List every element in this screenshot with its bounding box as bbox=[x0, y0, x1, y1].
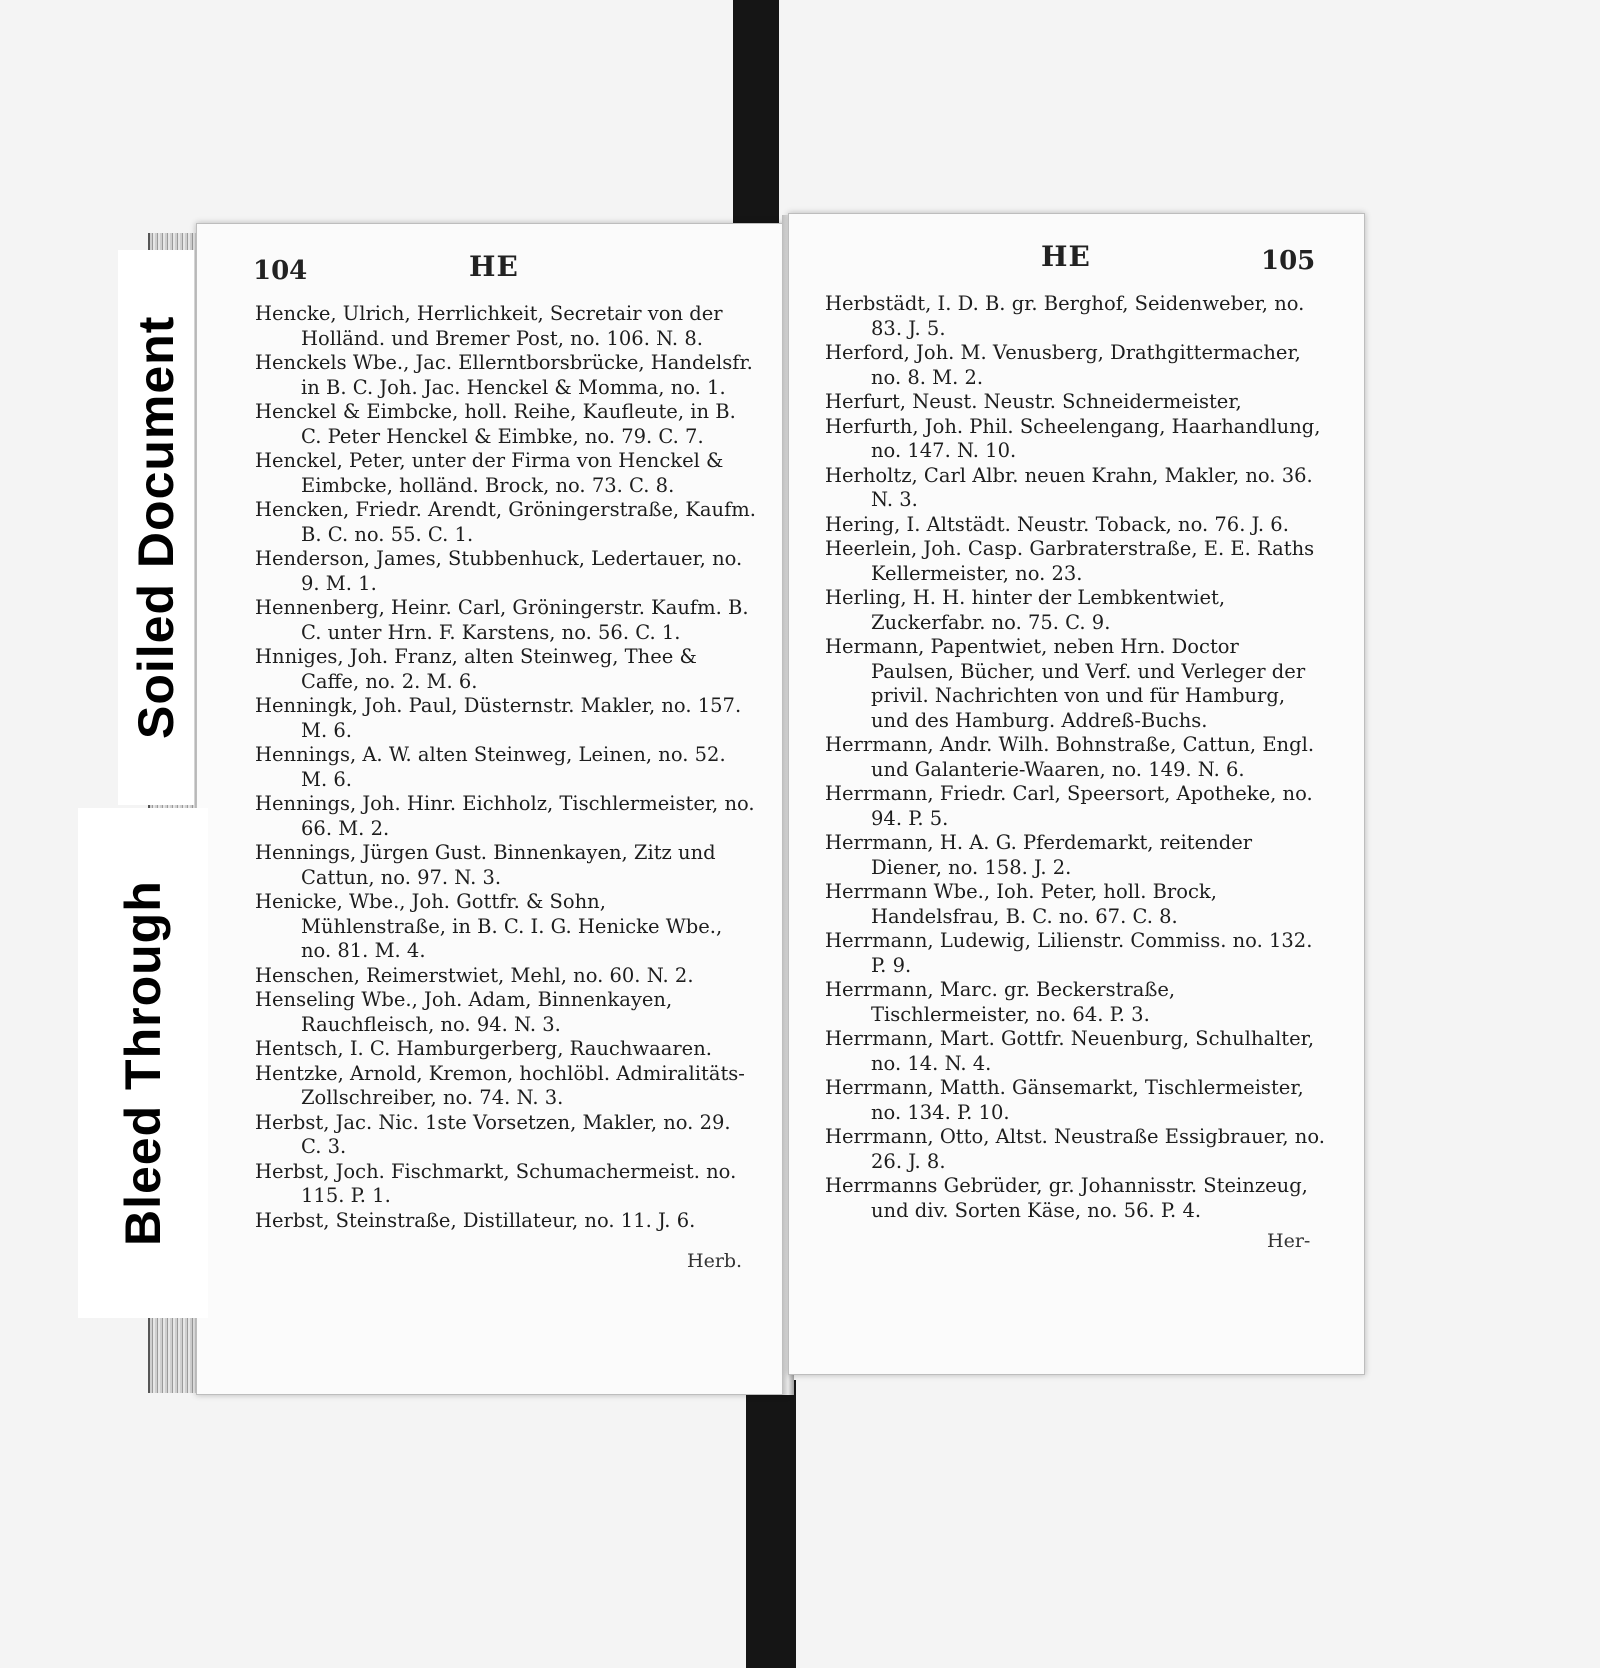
directory-entry: Herrmann, Ludewig, Lilienstr. Commiss. no. 132. P. 9. bbox=[825, 929, 1313, 977]
label-bleed-through: Bleed Through bbox=[78, 808, 208, 1318]
directory-entry: Herbstädt, I. D. B. gr. Berghof, Seidenweber, no. 83. J. 5. bbox=[825, 292, 1305, 340]
catchword-left: Herb. bbox=[687, 1250, 743, 1272]
directory-entry: Hering, I. Altstädt. Neustr. Toback, no. 76. J. 6. bbox=[825, 512, 1289, 536]
directory-entry: Herbst, Jac. Nic. 1ste Vorsetzen, Makler, no. 29. C. 3. bbox=[255, 1110, 731, 1158]
directory-entry: Hennings, A. W. alten Steinweg, Leinen, no. 52. M. 6. bbox=[255, 743, 726, 791]
directory-entry: Herrmann, Marc. gr. Beckerstraße, Tischlermeister, no. 64. P. 3. bbox=[825, 978, 1176, 1026]
directory-entry: Hentzke, Arnold, Kremon, hochlöbl. Admiralitäts-Zollschreiber, no. 74. N. 3. bbox=[255, 1061, 745, 1109]
directory-entry: Hencken, Friedr. Arendt, Gröningerstraße, Kaufm. B. C. no. 55. C. 1. bbox=[255, 498, 756, 546]
directory-entry: Herbst, Steinstraße, Distillateur, no. 11. J. 6. bbox=[255, 1208, 696, 1232]
directory-entry: Hentsch, I. C. Hamburgerberg, Rauchwaaren. bbox=[255, 1037, 712, 1060]
directory-entry: Herfurt, Neust. Neustr. Schneidermeister, bbox=[825, 390, 1242, 413]
directory-entry: Henderson, James, Stubbenhuck, Ledertauer, no. 9. M. 1. bbox=[255, 547, 743, 595]
directory-entry: Henningk, Joh. Paul, Düsternstr. Makler, no. 157. M. 6. bbox=[255, 694, 742, 742]
directory-entry: Herrmann, Otto, Altst. Neustraße Essigbrauer, no. 26. J. 8. bbox=[825, 1125, 1325, 1173]
catchword-right: Her- bbox=[1267, 1230, 1311, 1252]
label-soiled-document: Soiled Document bbox=[118, 250, 194, 805]
left-page bbox=[196, 223, 788, 1395]
directory-entry: Herbst, Joch. Fischmarkt, Schumachermeist. no. 115. P. 1. bbox=[255, 1159, 737, 1207]
running-head-left: HE bbox=[469, 250, 519, 283]
binding-strap-top bbox=[733, 0, 779, 223]
page-number-left: 104 bbox=[253, 256, 308, 286]
directory-entry: Henicke, Wbe., Joh. Gottfr. & Sohn, Mühlenstraße, in B. C. I. G. Henicke Wbe., no. 81. M. 4. bbox=[255, 890, 723, 962]
directory-entry: Henckel, Peter, unter der Firma von Henckel & Eimbcke, holländ. Brock, no. 73. C. 8. bbox=[255, 449, 724, 497]
binding-strap-bottom bbox=[746, 1380, 796, 1668]
directory-entry: Herling, H. H. hinter der Lembkentwiet, Zuckerfabr. no. 75. C. 9. bbox=[825, 586, 1226, 634]
directory-entry: Herrmann, Friedr. Carl, Speersort, Apotheke, no. 94. P. 5. bbox=[825, 782, 1313, 830]
running-head-right: HE bbox=[1041, 240, 1091, 273]
directory-entry: Hennings, Jürgen Gust. Binnenkayen, Zitz und Cattun, no. 97. N. 3. bbox=[255, 841, 716, 889]
directory-entry: Henschen, Reimerstwiet, Mehl, no. 60. N. 2. bbox=[255, 963, 694, 987]
entry-list-left bbox=[255, 302, 757, 1233]
directory-entry: Hnniges, Joh. Franz, alten Steinweg, Thee & Caffe, no. 2. M. 6. bbox=[255, 645, 697, 693]
directory-entry: Herford, Joh. M. Venusberg, Drathgittermacher, no. 8. M. 2. bbox=[825, 341, 1301, 389]
directory-entry: Herrmann, Andr. Wilh. Bohnstraße, Cattun, Engl. und Galanterie-Waaren, no. 149. N. 6. bbox=[825, 733, 1315, 781]
page-number-right: 105 bbox=[1261, 246, 1316, 276]
directory-entry: Hennenberg, Heinr. Carl, Gröningerstr. Kaufm. B. C. unter Hrn. F. Karstens, no. 56. C. 1. bbox=[255, 596, 749, 644]
directory-entry: Henckels Wbe., Jac. Ellerntborsbrücke, Handelsfr. in B. C. Joh. Jac. Henckel & Momma, no. 1. bbox=[255, 351, 753, 399]
directory-entry: Heerlein, Joh. Casp. Garbraterstraße, E. E. Raths Kellermeister, no. 23. bbox=[825, 537, 1315, 585]
directory-entry: Herrmann Wbe., Ioh. Peter, holl. Brock, Handelsfrau, B. C. no. 67. C. 8. bbox=[825, 880, 1217, 928]
directory-entry: Henckel & Eimbcke, holl. Reihe, Kaufleute, in B. C. Peter Henckel & Eimbke, no. 79. C. 7. bbox=[255, 400, 736, 448]
directory-entry: Herfurth, Joh. Phil. Scheelengang, Haarhandlung, no. 147. N. 10. bbox=[825, 414, 1321, 462]
directory-entry: Herrmanns Gebrüder, gr. Johannisstr. Steinzeug, und div. Sorten Käse, no. 56. P. 4. bbox=[825, 1174, 1308, 1222]
directory-entry: Herrmann, Matth. Gänsemarkt, Tischlermeister, no. 134. P. 10. bbox=[825, 1076, 1304, 1124]
directory-entry: Herrmann, Mart. Gottfr. Neuenburg, Schulhalter, no. 14. N. 4. bbox=[825, 1027, 1315, 1075]
right-page bbox=[788, 213, 1365, 1375]
directory-entry: Hencke, Ulrich, Herrlichkeit, Secretair von der Holländ. und Bremer Post, no. 106. N. 8. bbox=[255, 302, 723, 350]
directory-entry: Hennings, Joh. Hinr. Eichholz, Tischlermeister, no. 66. M. 2. bbox=[255, 792, 755, 840]
directory-entry: Herholtz, Carl Albr. neuen Krahn, Makler, no. 36. N. 3. bbox=[825, 463, 1313, 511]
directory-entry: Henseling Wbe., Joh. Adam, Binnenkayen, Rauchfleisch, no. 94. N. 3. bbox=[255, 988, 673, 1036]
directory-entry: Hermann, Papentwiet, neben Hrn. Doctor Paulsen, Bücher, und Verf. und Verleger der privil. Nachrichten von und für Hamburg, und des Hamburg. Addreß-Buchs. bbox=[825, 635, 1306, 732]
entry-list-right bbox=[825, 292, 1327, 1223]
directory-entry: Herrmann, H. A. G. Pferdemarkt, reitender Diener, no. 158. J. 2. bbox=[825, 831, 1253, 879]
